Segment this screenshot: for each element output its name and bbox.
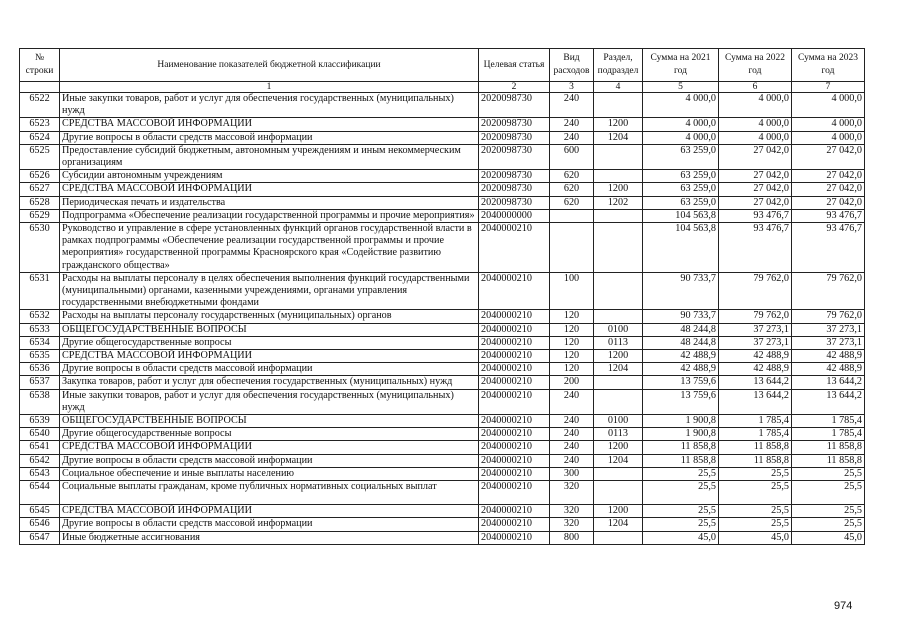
sum-2022: 93 476,7	[719, 223, 792, 273]
sum-2023: 13 644,2	[792, 389, 865, 414]
sum-2021: 13 759,6	[643, 389, 719, 414]
table-row	[20, 363, 865, 376]
target-article: 2040000210	[479, 272, 550, 310]
indicator-name: Закупка товаров, работ и услуг для обеспечения государственных (муниципальных) нужд	[60, 376, 479, 389]
section-code: 0113	[594, 336, 643, 349]
sum-2022: 79 762,0	[719, 310, 792, 323]
expense-type: 620	[550, 196, 594, 209]
target-article: 2040000210	[479, 336, 550, 349]
row-number: 6540	[20, 428, 60, 441]
target-article: 2040000210	[479, 531, 550, 544]
sum-2023: 25,5	[792, 505, 865, 518]
row-number: 6536	[20, 363, 60, 376]
table-row	[20, 131, 865, 144]
section-code: 1200	[594, 118, 643, 131]
expense-type: 120	[550, 363, 594, 376]
sum-2021: 25,5	[643, 467, 719, 480]
header-sum-2021: Сумма на 2021 год	[643, 49, 719, 82]
expense-type: 620	[550, 170, 594, 183]
row-number: 6532	[20, 310, 60, 323]
sum-2021: 104 563,8	[643, 223, 719, 273]
sum-2023: 27 042,0	[792, 196, 865, 209]
expense-type: 800	[550, 531, 594, 544]
table-row	[20, 428, 865, 441]
sum-2021: 1 900,8	[643, 415, 719, 428]
target-article: 2040000210	[479, 481, 550, 505]
sum-2022: 1 785,4	[719, 428, 792, 441]
expense-type: 600	[550, 144, 594, 169]
table-row	[20, 415, 865, 428]
sum-2021: 63 259,0	[643, 170, 719, 183]
expense-type	[550, 209, 594, 222]
indicator-name: Другие вопросы в области средств массовой информации	[60, 454, 479, 467]
target-article: 2020098730	[479, 196, 550, 209]
sum-2023: 45,0	[792, 531, 865, 544]
expense-type: 320	[550, 505, 594, 518]
sum-2022: 42 488,9	[719, 350, 792, 363]
expense-type: 120	[550, 310, 594, 323]
column-number: 2	[479, 82, 550, 93]
sum-2022: 13 644,2	[719, 389, 792, 414]
row-number: 6528	[20, 196, 60, 209]
section-code: 0100	[594, 323, 643, 336]
row-number: 6547	[20, 531, 60, 544]
row-number: 6523	[20, 118, 60, 131]
sum-2023: 42 488,9	[792, 363, 865, 376]
sum-2021: 48 244,8	[643, 336, 719, 349]
sum-2021: 104 563,8	[643, 209, 719, 222]
table-row	[20, 454, 865, 467]
sum-2021: 4 000,0	[643, 93, 719, 118]
indicator-name: Другие вопросы в области средств массовой информации	[60, 363, 479, 376]
sum-2021: 90 733,7	[643, 310, 719, 323]
section-code: 1204	[594, 454, 643, 467]
sum-2021: 13 759,6	[643, 376, 719, 389]
indicator-name: Расходы на выплаты персоналу государственных (муниципальных) органов	[60, 310, 479, 323]
column-number: 4	[594, 82, 643, 93]
table-row	[20, 144, 865, 169]
sum-2021: 63 259,0	[643, 183, 719, 196]
table-row	[20, 323, 865, 336]
section-code: 1200	[594, 505, 643, 518]
target-article: 2040000210	[479, 350, 550, 363]
section-code: 0100	[594, 415, 643, 428]
indicator-name: Другие вопросы в области средств массовой информации	[60, 131, 479, 144]
section-code	[594, 93, 643, 118]
target-article: 2020098730	[479, 131, 550, 144]
sum-2023: 11 858,8	[792, 441, 865, 454]
table-row	[20, 518, 865, 531]
sum-2022: 42 488,9	[719, 363, 792, 376]
row-number: 6545	[20, 505, 60, 518]
sum-2022: 45,0	[719, 531, 792, 544]
section-code: 0113	[594, 428, 643, 441]
table-row	[20, 196, 865, 209]
sum-2023: 27 042,0	[792, 170, 865, 183]
row-number: 6524	[20, 131, 60, 144]
target-article: 2020098730	[479, 183, 550, 196]
section-code	[594, 310, 643, 323]
sum-2023: 79 762,0	[792, 272, 865, 310]
row-number: 6529	[20, 209, 60, 222]
table-row	[20, 481, 865, 505]
expense-type: 240	[550, 441, 594, 454]
sum-2022: 37 273,1	[719, 336, 792, 349]
indicator-name: СРЕДСТВА МАССОВОЙ ИНФОРМАЦИИ	[60, 350, 479, 363]
header-sum-2023: Сумма на 2023 год	[792, 49, 865, 82]
sum-2021: 48 244,8	[643, 323, 719, 336]
sum-2023: 37 273,1	[792, 336, 865, 349]
expense-type: 100	[550, 272, 594, 310]
row-number: 6534	[20, 336, 60, 349]
indicator-name: СРЕДСТВА МАССОВОЙ ИНФОРМАЦИИ	[60, 183, 479, 196]
sum-2022: 4 000,0	[719, 118, 792, 131]
row-number: 6526	[20, 170, 60, 183]
sum-2022: 25,5	[719, 505, 792, 518]
table-row	[20, 183, 865, 196]
sum-2023: 27 042,0	[792, 144, 865, 169]
section-code	[594, 272, 643, 310]
target-article: 2040000210	[479, 310, 550, 323]
expense-type: 120	[550, 336, 594, 349]
expense-type: 300	[550, 467, 594, 480]
column-number	[20, 82, 60, 93]
row-number: 6535	[20, 350, 60, 363]
column-number: 1	[60, 82, 479, 93]
section-code: 1200	[594, 183, 643, 196]
expense-type: 320	[550, 518, 594, 531]
target-article: 2040000210	[479, 505, 550, 518]
row-number: 6525	[20, 144, 60, 169]
table-body	[20, 93, 865, 545]
sum-2022: 13 644,2	[719, 376, 792, 389]
row-number: 6533	[20, 323, 60, 336]
table-row	[20, 223, 865, 273]
section-code	[594, 467, 643, 480]
row-number: 6537	[20, 376, 60, 389]
target-article: 2040000210	[479, 441, 550, 454]
expense-type: 120	[550, 350, 594, 363]
sum-2023: 37 273,1	[792, 323, 865, 336]
sum-2022: 27 042,0	[719, 144, 792, 169]
target-article: 2020098730	[479, 93, 550, 118]
section-code	[594, 170, 643, 183]
sum-2022: 11 858,8	[719, 441, 792, 454]
indicator-name: Иные бюджетные ассигнования	[60, 531, 479, 544]
row-number: 6538	[20, 389, 60, 414]
sum-2021: 1 900,8	[643, 428, 719, 441]
target-article: 2020098730	[479, 118, 550, 131]
sum-2022: 1 785,4	[719, 415, 792, 428]
sum-2023: 4 000,0	[792, 93, 865, 118]
section-code: 1204	[594, 518, 643, 531]
sum-2021: 11 858,8	[643, 441, 719, 454]
indicator-name: СРЕДСТВА МАССОВОЙ ИНФОРМАЦИИ	[60, 118, 479, 131]
indicator-name: Социальные выплаты гражданам, кроме публичных нормативных социальных выплат	[60, 481, 479, 505]
sum-2022: 4 000,0	[719, 93, 792, 118]
section-code	[594, 531, 643, 544]
target-article: 2040000210	[479, 323, 550, 336]
sum-2021: 25,5	[643, 518, 719, 531]
sum-2021: 4 000,0	[643, 118, 719, 131]
sum-2023: 79 762,0	[792, 310, 865, 323]
sum-2023: 1 785,4	[792, 415, 865, 428]
column-number: 3	[550, 82, 594, 93]
sum-2022: 25,5	[719, 481, 792, 505]
sum-2021: 90 733,7	[643, 272, 719, 310]
sum-2023: 25,5	[792, 467, 865, 480]
expense-type: 200	[550, 376, 594, 389]
sum-2023: 25,5	[792, 481, 865, 505]
header-expense-type: Вид расходов	[550, 49, 594, 82]
table-row	[20, 441, 865, 454]
table-row	[20, 531, 865, 544]
column-numbers-row	[20, 82, 865, 93]
row-number: 6544	[20, 481, 60, 505]
row-number: 6546	[20, 518, 60, 531]
header-sum-2022: Сумма на 2022 год	[719, 49, 792, 82]
section-code	[594, 389, 643, 414]
indicator-name: Предоставление субсидий бюджетным, автономным учреждениям и иным некоммерческим организациям	[60, 144, 479, 169]
column-number: 7	[792, 82, 865, 93]
row-number: 6531	[20, 272, 60, 310]
table-row	[20, 272, 865, 310]
sum-2022: 37 273,1	[719, 323, 792, 336]
table-row	[20, 336, 865, 349]
table-row	[20, 310, 865, 323]
target-article: 2040000210	[479, 363, 550, 376]
table-row	[20, 93, 865, 118]
sum-2022: 4 000,0	[719, 131, 792, 144]
table-row	[20, 389, 865, 414]
table-row	[20, 209, 865, 222]
sum-2022: 27 042,0	[719, 196, 792, 209]
sum-2021: 45,0	[643, 531, 719, 544]
indicator-name: Другие вопросы в области средств массовой информации	[60, 518, 479, 531]
sum-2021: 63 259,0	[643, 144, 719, 169]
budget-table	[19, 48, 865, 545]
sum-2022: 79 762,0	[719, 272, 792, 310]
sum-2023: 93 476,7	[792, 223, 865, 273]
row-number: 6542	[20, 454, 60, 467]
indicator-name: ОБЩЕГОСУДАРСТВЕННЫЕ ВОПРОСЫ	[60, 415, 479, 428]
sum-2022: 25,5	[719, 467, 792, 480]
section-code: 1202	[594, 196, 643, 209]
sum-2021: 63 259,0	[643, 196, 719, 209]
sum-2023: 25,5	[792, 518, 865, 531]
sum-2023: 4 000,0	[792, 131, 865, 144]
sum-2023: 1 785,4	[792, 428, 865, 441]
target-article: 2040000210	[479, 223, 550, 273]
table-row	[20, 376, 865, 389]
table-row	[20, 467, 865, 480]
target-article: 2040000210	[479, 428, 550, 441]
sum-2021: 11 858,8	[643, 454, 719, 467]
row-number: 6541	[20, 441, 60, 454]
expense-type: 240	[550, 428, 594, 441]
indicator-name: Другие общегосударственные вопросы	[60, 336, 479, 349]
target-article: 2040000210	[479, 518, 550, 531]
sum-2021: 25,5	[643, 481, 719, 505]
row-number: 6527	[20, 183, 60, 196]
section-code	[594, 223, 643, 273]
header-row-number: № строки	[20, 49, 60, 82]
sum-2023: 27 042,0	[792, 183, 865, 196]
sum-2023: 4 000,0	[792, 118, 865, 131]
indicator-name: Субсидии автономным учреждениям	[60, 170, 479, 183]
table-row	[20, 170, 865, 183]
section-code: 1204	[594, 363, 643, 376]
sum-2021: 25,5	[643, 505, 719, 518]
page-number: 974	[834, 600, 853, 612]
target-article: 2040000210	[479, 415, 550, 428]
indicator-name: СРЕДСТВА МАССОВОЙ ИНФОРМАЦИИ	[60, 441, 479, 454]
expense-type: 120	[550, 323, 594, 336]
table-header-row	[20, 49, 865, 82]
expense-type: 240	[550, 131, 594, 144]
sum-2022: 27 042,0	[719, 183, 792, 196]
target-article: 2040000210	[479, 454, 550, 467]
column-number: 6	[719, 82, 792, 93]
sum-2022: 25,5	[719, 518, 792, 531]
table-row	[20, 118, 865, 131]
sum-2022: 11 858,8	[719, 454, 792, 467]
sum-2021: 42 488,9	[643, 363, 719, 376]
section-code: 1200	[594, 441, 643, 454]
indicator-name: Подпрограмма «Обеспечение реализации государственной программы и прочие мероприятия»	[60, 209, 479, 222]
section-code	[594, 481, 643, 505]
target-article: 2020098730	[479, 170, 550, 183]
indicator-name: Другие общегосударственные вопросы	[60, 428, 479, 441]
expense-type: 240	[550, 93, 594, 118]
section-code: 1204	[594, 131, 643, 144]
indicator-name: Руководство и управление в сфере установленных функций органов государственной власти в рамках подпрограммы «Обеспечение реализации государственной программы и прочие мероприятия» государственной программы Красноярского края «Содействие развитию гражданского общества»	[60, 223, 479, 273]
expense-type: 320	[550, 481, 594, 505]
expense-type: 240	[550, 415, 594, 428]
expense-type	[550, 223, 594, 273]
indicator-name: Иные закупки товаров, работ и услуг для обеспечения государственных (муниципальных) нужд	[60, 389, 479, 414]
expense-type: 240	[550, 389, 594, 414]
section-code: 1200	[594, 350, 643, 363]
section-code	[594, 144, 643, 169]
expense-type: 620	[550, 183, 594, 196]
row-number: 6522	[20, 93, 60, 118]
header-section: Раздел, подраздел	[594, 49, 643, 82]
column-number: 5	[643, 82, 719, 93]
section-code	[594, 209, 643, 222]
sum-2021: 42 488,9	[643, 350, 719, 363]
indicator-name: Расходы на выплаты персоналу в целях обеспечения выполнения функций государственными (муниципальными) органами, казенными учреждениями, органами управления государственными внебюджетными фондами	[60, 272, 479, 310]
table-row	[20, 350, 865, 363]
sum-2023: 42 488,9	[792, 350, 865, 363]
sum-2022: 93 476,7	[719, 209, 792, 222]
row-number: 6530	[20, 223, 60, 273]
sum-2023: 93 476,7	[792, 209, 865, 222]
indicator-name: ОБЩЕГОСУДАРСТВЕННЫЕ ВОПРОСЫ	[60, 323, 479, 336]
sum-2021: 4 000,0	[643, 131, 719, 144]
indicator-name: Периодическая печать и издательства	[60, 196, 479, 209]
header-indicator-name: Наименование показателей бюджетной классификации	[60, 49, 479, 82]
target-article: 2040000210	[479, 467, 550, 480]
expense-type: 240	[550, 118, 594, 131]
target-article: 2040000210	[479, 376, 550, 389]
section-code	[594, 376, 643, 389]
sum-2023: 11 858,8	[792, 454, 865, 467]
header-target-article: Целевая статья	[479, 49, 550, 82]
sum-2022: 27 042,0	[719, 170, 792, 183]
indicator-name: Социальное обеспечение и иные выплаты населению	[60, 467, 479, 480]
target-article: 2040000210	[479, 389, 550, 414]
row-number: 6543	[20, 467, 60, 480]
target-article: 2040000000	[479, 209, 550, 222]
table-row	[20, 505, 865, 518]
indicator-name: Иные закупки товаров, работ и услуг для обеспечения государственных (муниципальных) нужд	[60, 93, 479, 118]
row-number: 6539	[20, 415, 60, 428]
expense-type: 240	[550, 454, 594, 467]
target-article: 2020098730	[479, 144, 550, 169]
sum-2023: 13 644,2	[792, 376, 865, 389]
indicator-name: СРЕДСТВА МАССОВОЙ ИНФОРМАЦИИ	[60, 505, 479, 518]
